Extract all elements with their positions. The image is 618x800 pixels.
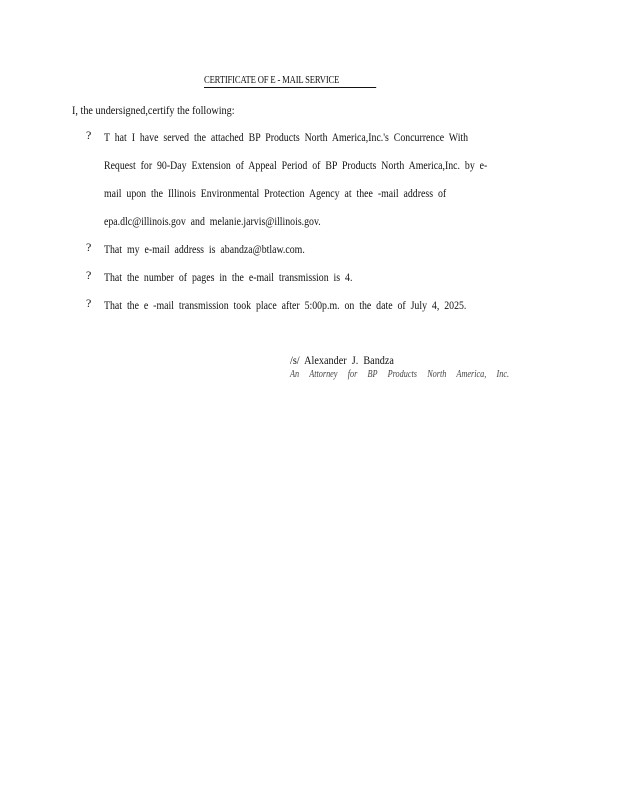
list-item xyxy=(86,268,546,296)
signature-line: /s/ Alexander J. Bandza xyxy=(290,353,394,367)
document-title: CERTIFICATE OF E - MAIL SERVICE xyxy=(204,75,376,88)
signature-role: An Attorney for BP Products North America, Inc. xyxy=(290,369,510,380)
intro-text: I, the undersigned,certify the following: xyxy=(72,103,235,117)
list-item xyxy=(86,296,546,324)
certification-list xyxy=(86,128,546,324)
list-item-line: T hat I have served the attached BP Products North America,Inc.'s Concurrence With xyxy=(104,130,469,144)
bullet-icon: ? xyxy=(86,128,92,142)
list-item xyxy=(86,240,546,268)
list-item-line: Request for 90-Day Extension of Appeal Period of BP Products North America,Inc. by e- xyxy=(104,158,488,172)
list-item-line: epa.dlc@illinois.gov and melanie.jarvis@illinois.gov. xyxy=(104,214,321,228)
list-item-line: That my e-mail address is abandza@btlaw.com. xyxy=(104,242,305,256)
list-item-line: That the number of pages in the e-mail transmission is 4. xyxy=(104,270,353,284)
bullet-icon: ? xyxy=(86,240,92,254)
list-item-line: That the e -mail transmission took place after 5:00p.m. on the date of July 4, 2025. xyxy=(104,298,467,312)
bullet-icon: ? xyxy=(86,268,92,282)
list-item-line: mail upon the Illinois Environmental Protection Agency at thee -mail address of xyxy=(104,186,447,200)
bullet-icon: ? xyxy=(86,296,92,310)
list-item xyxy=(86,128,546,240)
